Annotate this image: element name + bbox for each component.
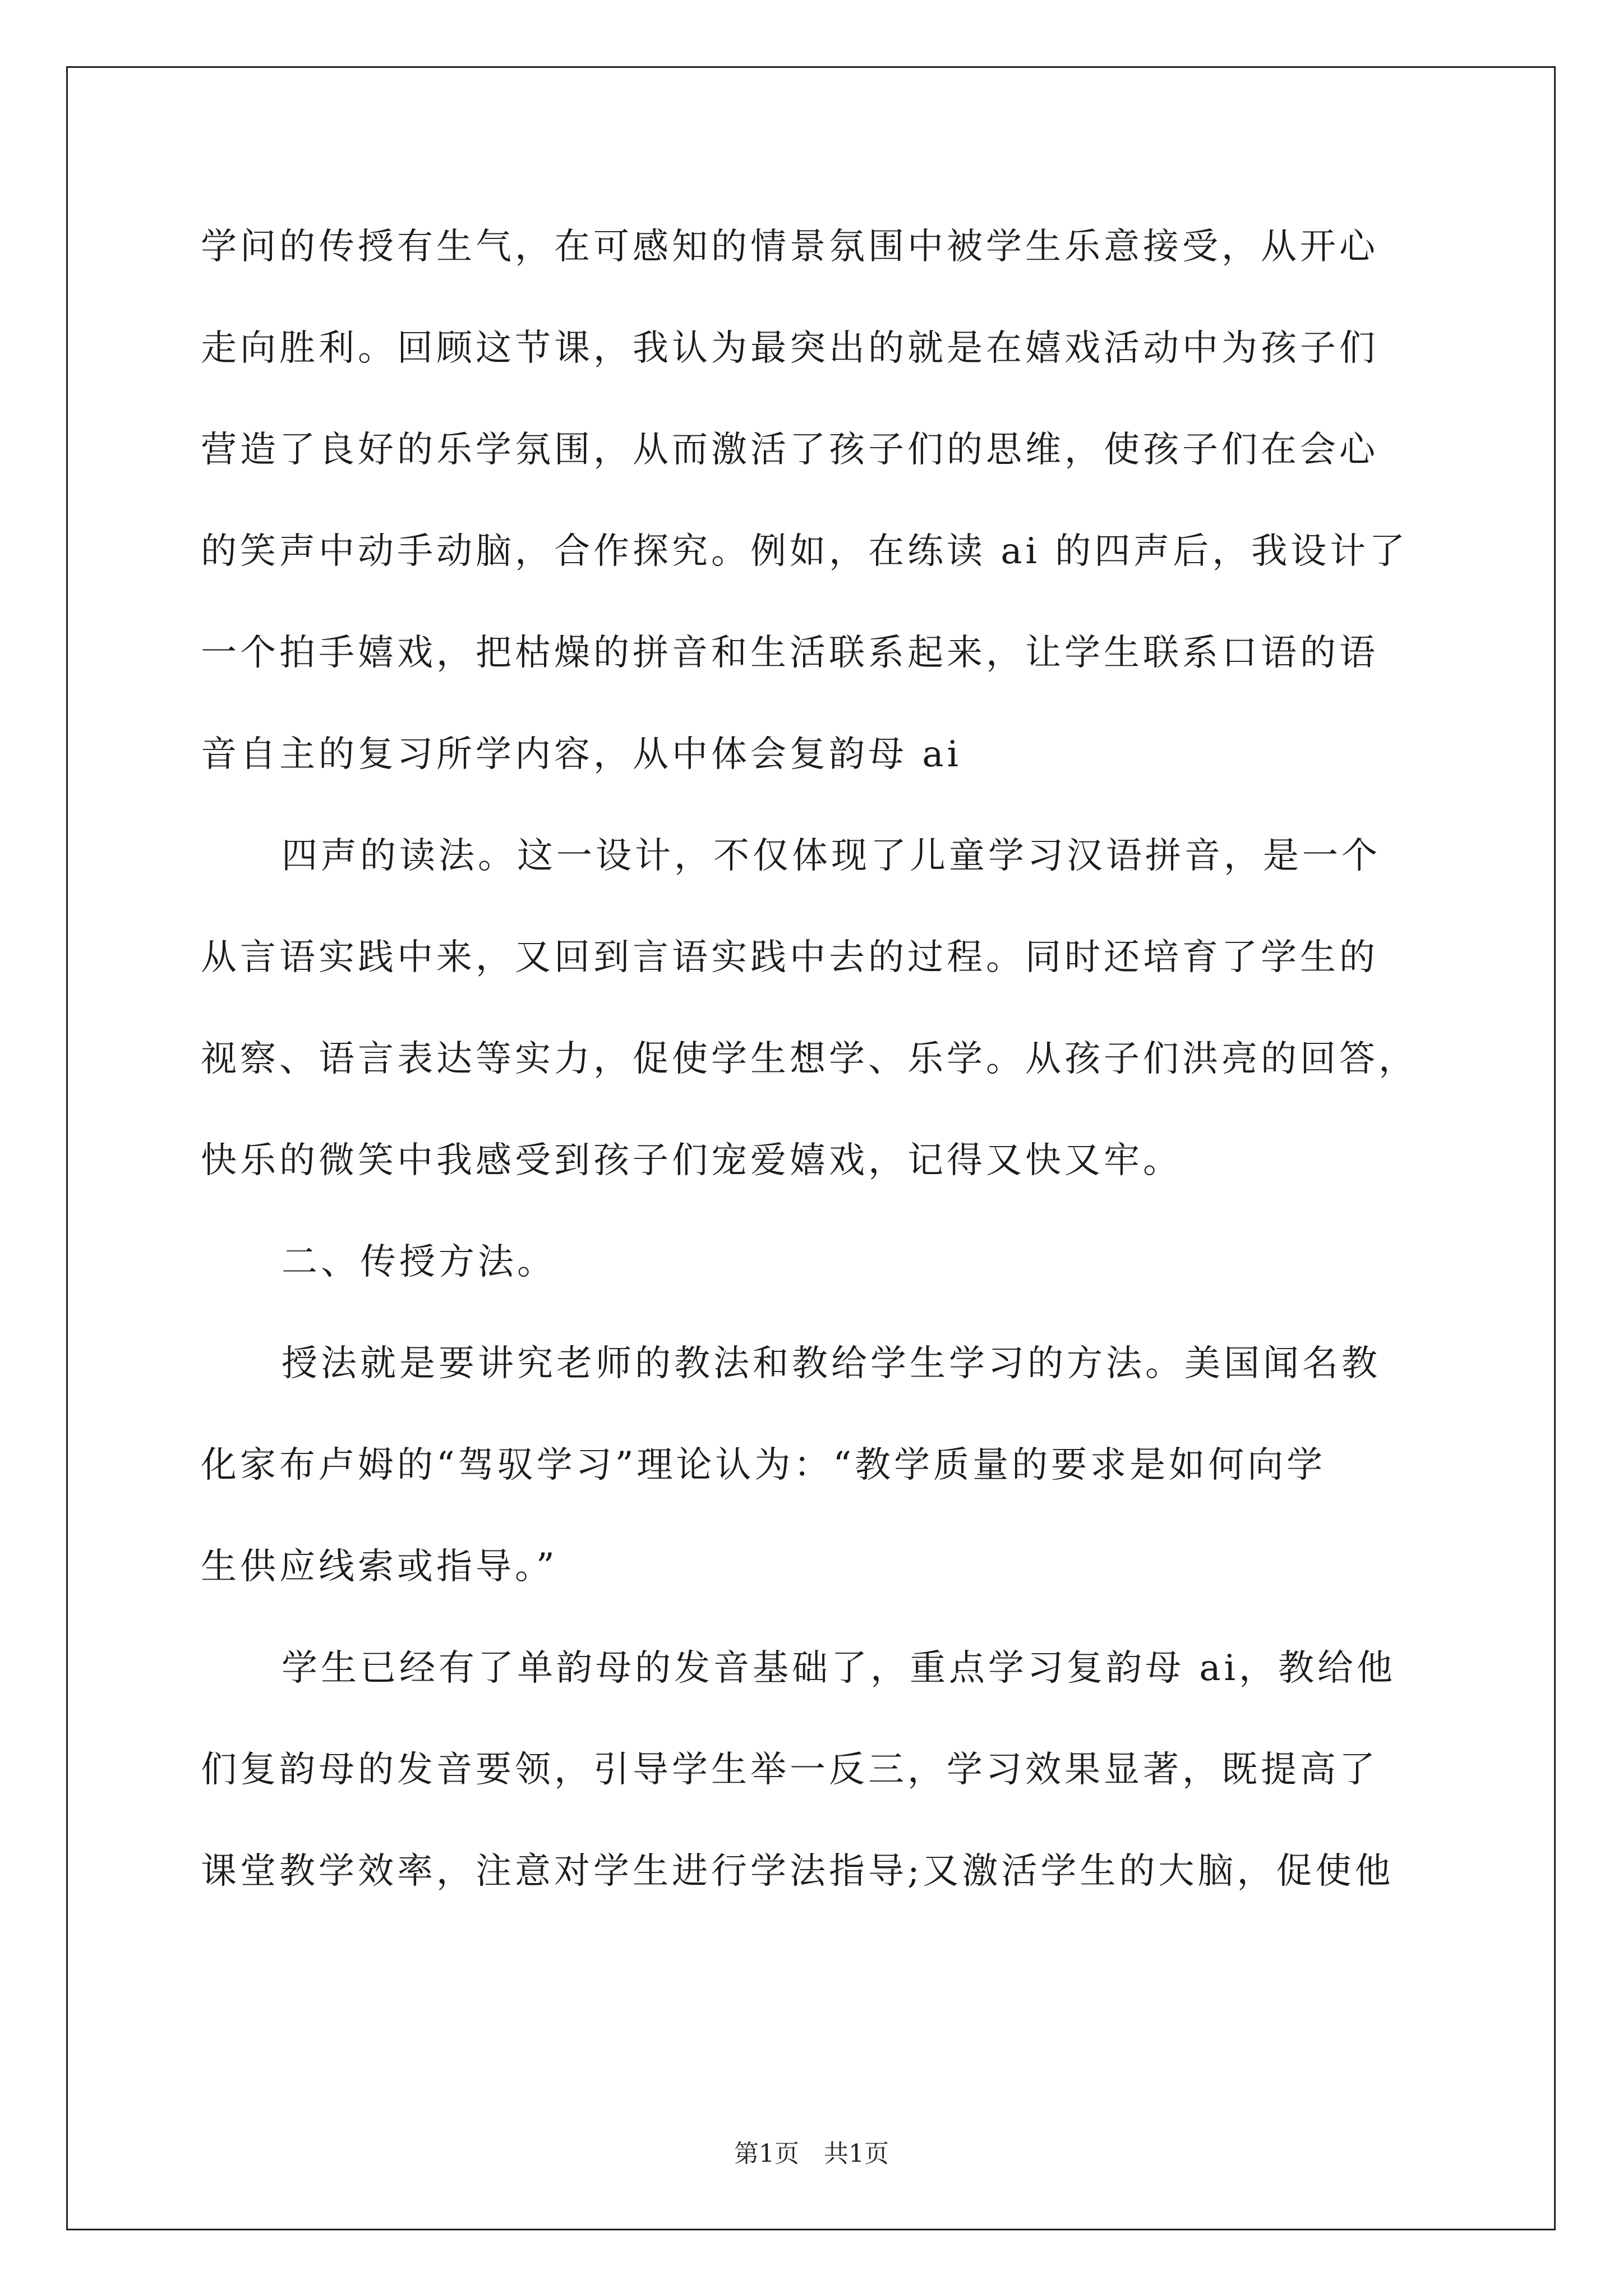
text-line: 从言语实践中来，又回到言语实践中去的过程。同时还培育了学生的: [201, 937, 1378, 978]
text-line: 的笑声中动手动脑，合作探究。例如，在练读 ai 的四声后，我设计了: [201, 531, 1409, 572]
text-line: 二、传授方法。: [282, 1241, 556, 1283]
text-line: 视察、语言表达等实力，促使学生想学、乐学。从孩子们洪亮的回答，: [201, 1038, 1418, 1080]
document-body: [201, 213, 1423, 1939]
text-line: 学问的传授有生气，在可感知的情景氛围中被学生乐意接受，从开心: [201, 226, 1378, 268]
page-number-footer: 第1页 共1页: [734, 2139, 889, 2168]
text-line: 音自主的复习所学内容，从中体会复韵母 ai: [201, 734, 962, 775]
text-line: 课堂教学效率，注意对学生进行学法指导;又激活学生的大脑，促使他: [201, 1851, 1394, 1892]
text-line: 化家布卢姆的“驾驭学习”理论认为：“教学质量的要求是如何向学: [201, 1444, 1326, 1486]
text-line: 四声的读法。这一设计，不仅体现了儿童学习汉语拼音，是一个: [282, 835, 1381, 877]
text-line: 走向胜利。回顾这节课，我认为最突出的就是在嬉戏活动中为孩子们: [201, 328, 1378, 369]
text-line: 生供应线索或指导。”: [201, 1546, 558, 1588]
text-line: 授法就是要讲究老师的教法和教给学生学习的方法。美国闻名教: [282, 1343, 1381, 1384]
text-line: 学生已经有了单韵母的发音基础了，重点学习复韵母 ai，教给他: [282, 1648, 1396, 1689]
text-line: 一个拍手嬉戏，把枯燥的拼音和生活联系起来，让学生联系口语的语: [201, 632, 1378, 674]
text-line: 快乐的微笑中我感受到孩子们宠爱嬉戏，记得又快又牢。: [201, 1140, 1182, 1181]
text-line: 营造了良好的乐学氛围，从而激活了孩子们的思维，使孩子们在会心: [201, 429, 1378, 471]
text-line: 们复韵母的发音要领，引导学生举一反三，学习效果显著，既提高了: [201, 1749, 1378, 1791]
